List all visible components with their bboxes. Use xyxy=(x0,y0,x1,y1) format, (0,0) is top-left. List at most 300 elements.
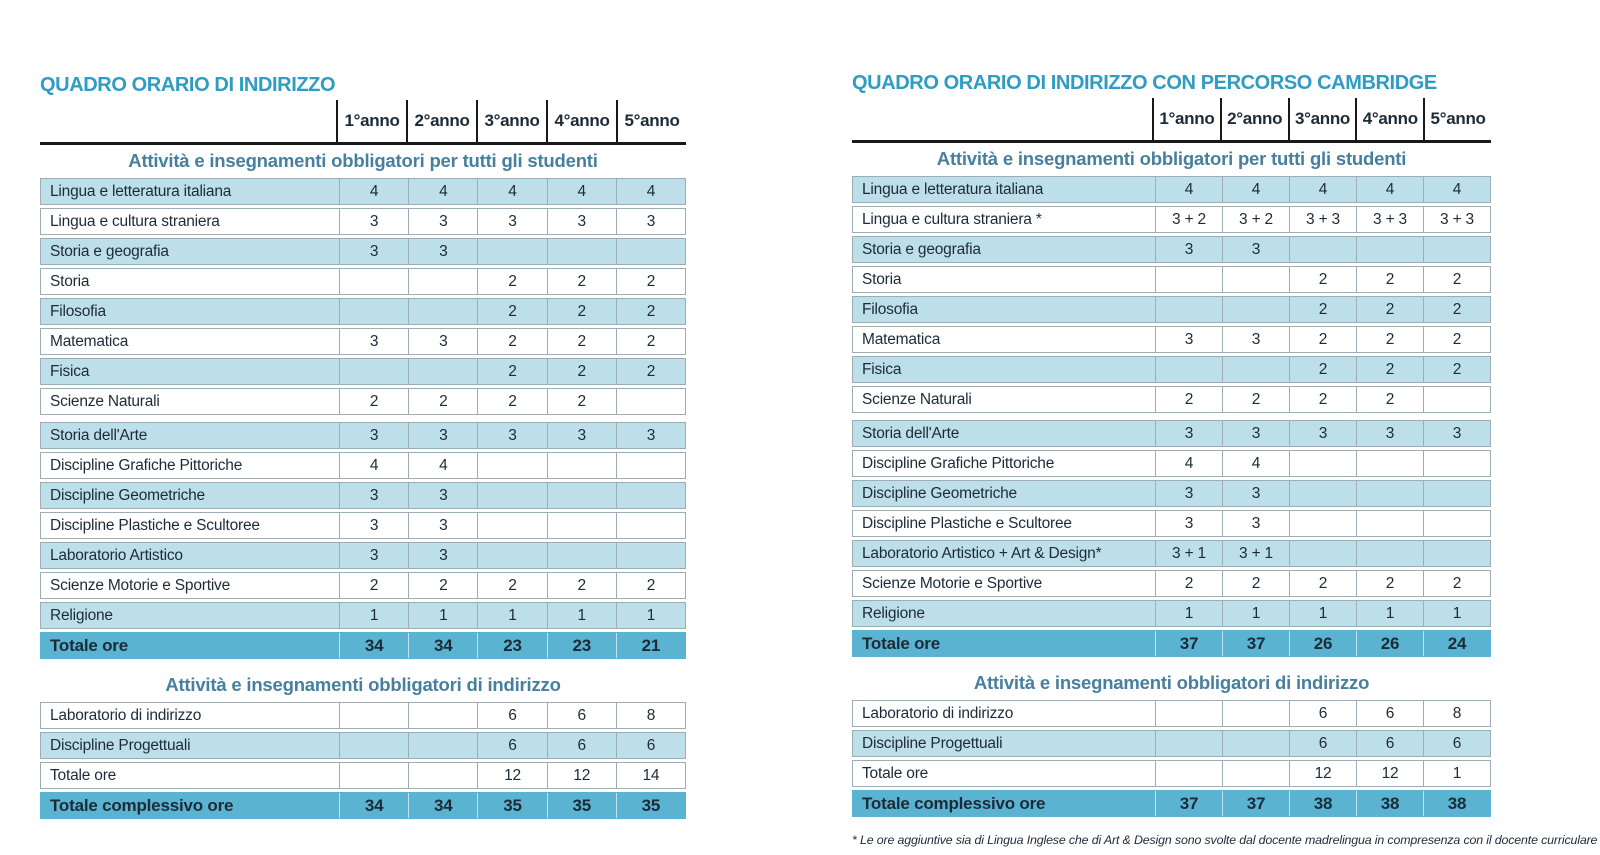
hours-value xyxy=(616,239,685,264)
hours-value: 2 xyxy=(547,359,616,384)
section-rows xyxy=(852,176,1491,657)
subject-label: Totale ore xyxy=(862,764,929,782)
hours-value: 2 xyxy=(1423,571,1490,596)
hours-value: 2 xyxy=(616,573,685,598)
hours-value xyxy=(477,513,546,538)
table-row xyxy=(40,298,686,325)
year-column-header: 3°anno xyxy=(1288,98,1356,140)
hours-value: 38 xyxy=(1289,791,1356,816)
hours-value: 1 xyxy=(616,603,685,628)
table-row xyxy=(40,358,686,385)
subject-label: Discipline Grafiche Pittoriche xyxy=(50,456,243,474)
subject-label: Matematica xyxy=(50,332,129,350)
table-row xyxy=(40,178,686,205)
hours-value: 1 xyxy=(477,603,546,628)
hours-value: 3 xyxy=(339,209,408,234)
table-row xyxy=(852,700,1491,727)
hours-value: 2 xyxy=(547,299,616,324)
hours-value: 3 xyxy=(1155,237,1222,262)
hours-value: 8 xyxy=(616,703,685,728)
hours-value: 6 xyxy=(1289,701,1356,726)
subject-label: Fisica xyxy=(862,360,902,378)
hours-value: 3 xyxy=(1222,237,1289,262)
hours-value: 2 xyxy=(616,359,685,384)
table-row xyxy=(40,602,686,629)
hours-value xyxy=(1356,451,1423,476)
hours-value: 2 xyxy=(1423,267,1490,292)
hours-value xyxy=(616,453,685,478)
subject-label: Laboratorio Artistico + Art & Design* xyxy=(862,544,1102,562)
year-header-row xyxy=(852,98,1491,140)
hours-value: 2 xyxy=(1222,387,1289,412)
hours-value: 14 xyxy=(616,763,685,788)
hours-value: 4 xyxy=(408,453,477,478)
table-row xyxy=(40,792,686,819)
hours-value: 2 xyxy=(616,299,685,324)
hours-value: 3 + 3 xyxy=(1289,207,1356,232)
hours-value xyxy=(1222,761,1289,786)
hours-value xyxy=(1423,451,1490,476)
hours-value: 2 xyxy=(1289,327,1356,352)
hours-value: 3 xyxy=(339,423,408,448)
hours-value xyxy=(477,543,546,568)
hours-value: 3 xyxy=(408,483,477,508)
hours-value: 2 xyxy=(1423,327,1490,352)
hours-value: 2 xyxy=(1155,571,1222,596)
hours-value: 4 xyxy=(1356,177,1423,202)
subject-label: Totale ore xyxy=(50,635,128,655)
hours-value: 3 xyxy=(477,209,546,234)
hours-value xyxy=(1423,237,1490,262)
hours-value: 3 xyxy=(616,423,685,448)
hours-value xyxy=(1222,701,1289,726)
table-row xyxy=(40,482,686,509)
hours-value xyxy=(547,543,616,568)
subject-label: Storia dell'Arte xyxy=(50,426,148,444)
hours-value: 2 xyxy=(339,389,408,414)
section-rows xyxy=(40,702,686,819)
hours-value: 2 xyxy=(1356,571,1423,596)
hours-value: 3 + 1 xyxy=(1155,541,1222,566)
table-row xyxy=(852,326,1491,353)
subject-label: Filosofia xyxy=(862,300,918,318)
hours-value: 37 xyxy=(1155,631,1222,656)
timetable-cambridge xyxy=(852,72,1598,847)
year-column-header: 2°anno xyxy=(1220,98,1288,140)
hours-value: 4 xyxy=(1222,177,1289,202)
hours-value xyxy=(616,543,685,568)
hours-value: 2 xyxy=(1356,387,1423,412)
hours-value: 6 xyxy=(477,703,546,728)
hours-value: 3 xyxy=(339,239,408,264)
hours-value: 4 xyxy=(408,179,477,204)
subject-label: Storia xyxy=(862,270,902,288)
subject-label: Scienze Naturali xyxy=(50,392,160,410)
hours-value xyxy=(616,513,685,538)
hours-value: 38 xyxy=(1356,791,1423,816)
hours-value: 3 xyxy=(1222,327,1289,352)
hours-value: 8 xyxy=(1423,701,1490,726)
table-row xyxy=(40,572,686,599)
hours-value xyxy=(1423,511,1490,536)
subject-label: Lingua e cultura straniera xyxy=(50,212,220,230)
subject-label: Storia dell'Arte xyxy=(862,424,960,442)
hours-value xyxy=(1155,761,1222,786)
hours-value xyxy=(616,389,685,414)
table-row xyxy=(852,730,1491,757)
year-header-spacer xyxy=(40,100,336,142)
table-row xyxy=(852,760,1491,787)
hours-value: 2 xyxy=(339,573,408,598)
hours-value: 1 xyxy=(1423,601,1490,626)
hours-value: 3 xyxy=(1423,421,1490,446)
hours-value: 2 xyxy=(477,269,546,294)
subject-label: Religione xyxy=(862,604,925,622)
hours-value xyxy=(1155,267,1222,292)
hours-value xyxy=(1289,481,1356,506)
subject-label: Totale complessivo ore xyxy=(862,793,1046,813)
hours-value: 3 xyxy=(1155,421,1222,446)
hours-value: 6 xyxy=(1289,731,1356,756)
hours-value xyxy=(339,359,408,384)
hours-value xyxy=(1155,731,1222,756)
table-row xyxy=(852,790,1491,817)
hours-value: 3 xyxy=(1222,421,1289,446)
hours-value: 2 xyxy=(1356,267,1423,292)
hours-value: 2 xyxy=(1289,297,1356,322)
hours-value: 26 xyxy=(1356,631,1423,656)
hours-value: 3 xyxy=(1289,421,1356,446)
table-row xyxy=(40,732,686,759)
hours-value xyxy=(547,239,616,264)
hours-value xyxy=(1289,451,1356,476)
hours-value: 38 xyxy=(1423,791,1490,816)
subject-label: Discipline Progettuali xyxy=(862,734,1003,752)
hours-value: 37 xyxy=(1222,791,1289,816)
hours-value: 2 xyxy=(1356,297,1423,322)
hours-value xyxy=(1222,731,1289,756)
hours-value: 4 xyxy=(1222,451,1289,476)
hours-value: 2 xyxy=(1155,387,1222,412)
hours-value: 3 xyxy=(339,513,408,538)
table-row xyxy=(40,512,686,539)
hours-value: 37 xyxy=(1222,631,1289,656)
year-column-header: 4°anno xyxy=(546,100,616,142)
hours-value: 3 xyxy=(616,209,685,234)
subject-label: Storia e geografia xyxy=(50,242,169,260)
hours-value xyxy=(477,239,546,264)
table-row xyxy=(852,206,1491,233)
subject-label: Scienze Naturali xyxy=(862,390,972,408)
hours-value: 4 xyxy=(547,179,616,204)
year-column-header: 3°anno xyxy=(476,100,546,142)
hours-value: 12 xyxy=(477,763,546,788)
hours-value: 3 xyxy=(408,239,477,264)
subject-label: Storia xyxy=(50,272,90,290)
hours-value: 4 xyxy=(1423,177,1490,202)
hours-value: 3 xyxy=(408,543,477,568)
hours-value: 3 xyxy=(408,513,477,538)
subject-label: Totale ore xyxy=(50,766,117,784)
table-title: QUADRO ORARIO DI INDIRIZZO xyxy=(40,74,336,96)
hours-value: 1 xyxy=(547,603,616,628)
hours-value: 4 xyxy=(339,453,408,478)
subject-label: Religione xyxy=(50,606,113,624)
hours-value: 3 + 1 xyxy=(1222,541,1289,566)
subject-label: Lingua e letteratura italiana xyxy=(50,182,232,200)
hours-value xyxy=(1289,237,1356,262)
hours-value xyxy=(547,483,616,508)
hours-value: 2 xyxy=(547,389,616,414)
subject-label: Lingua e cultura straniera * xyxy=(862,210,1042,228)
hours-value: 2 xyxy=(408,573,477,598)
hours-value: 6 xyxy=(1423,731,1490,756)
year-column-header: 5°anno xyxy=(1423,98,1491,140)
table-row xyxy=(40,388,686,415)
hours-value: 3 xyxy=(1155,327,1222,352)
hours-value: 2 xyxy=(1289,571,1356,596)
section-header: Attività e insegnamenti obbligatori per tutti gli studenti xyxy=(128,150,598,171)
hours-value: 3 xyxy=(408,329,477,354)
hours-value xyxy=(1289,511,1356,536)
hours-value xyxy=(477,483,546,508)
hours-value xyxy=(408,733,477,758)
table-row xyxy=(852,630,1491,657)
hours-value: 35 xyxy=(616,793,685,818)
hours-value: 1 xyxy=(1289,601,1356,626)
hours-value: 3 xyxy=(339,483,408,508)
hours-value: 1 xyxy=(1155,601,1222,626)
hours-value xyxy=(339,763,408,788)
section-rows xyxy=(40,178,686,659)
hours-value xyxy=(1222,267,1289,292)
hours-value: 1 xyxy=(408,603,477,628)
hours-value xyxy=(1155,357,1222,382)
hours-value: 3 xyxy=(477,423,546,448)
table-row xyxy=(852,296,1491,323)
table-row xyxy=(852,480,1491,507)
subject-label: Filosofia xyxy=(50,302,106,320)
hours-value xyxy=(1423,541,1490,566)
hours-value: 12 xyxy=(1356,761,1423,786)
hours-value: 6 xyxy=(477,733,546,758)
hours-value xyxy=(1155,701,1222,726)
hours-value xyxy=(547,513,616,538)
hours-value: 34 xyxy=(408,793,477,818)
table-row xyxy=(40,762,686,789)
hours-value: 3 xyxy=(408,209,477,234)
hours-value: 3 + 3 xyxy=(1423,207,1490,232)
subject-label: Laboratorio di indirizzo xyxy=(862,704,1014,722)
hours-value: 2 xyxy=(547,269,616,294)
table-row xyxy=(852,386,1491,413)
hours-value: 2 xyxy=(477,329,546,354)
table-row xyxy=(852,236,1491,263)
hours-value: 3 xyxy=(1356,421,1423,446)
hours-value xyxy=(1423,387,1490,412)
hours-value: 2 xyxy=(1423,357,1490,382)
hours-value: 2 xyxy=(477,389,546,414)
hours-value: 12 xyxy=(547,763,616,788)
hours-value: 24 xyxy=(1423,631,1490,656)
hours-value: 23 xyxy=(477,633,546,658)
table-row xyxy=(852,510,1491,537)
hours-value xyxy=(408,703,477,728)
subject-label: Lingua e letteratura italiana xyxy=(862,180,1044,198)
hours-value xyxy=(408,763,477,788)
hours-value: 2 xyxy=(1356,357,1423,382)
hours-value xyxy=(408,299,477,324)
subject-label: Laboratorio di indirizzo xyxy=(50,706,202,724)
hours-value: 3 xyxy=(547,209,616,234)
hours-value: 34 xyxy=(339,633,408,658)
hours-value: 2 xyxy=(1222,571,1289,596)
year-column-header: 1°anno xyxy=(336,100,406,142)
section-rows xyxy=(852,700,1491,817)
subject-label: Totale complessivo ore xyxy=(50,795,234,815)
year-column-header: 2°anno xyxy=(406,100,476,142)
hours-value: 2 xyxy=(1289,357,1356,382)
table-row xyxy=(852,356,1491,383)
hours-value: 34 xyxy=(339,793,408,818)
hours-value: 4 xyxy=(339,179,408,204)
hours-value: 2 xyxy=(477,359,546,384)
subject-label: Discipline Progettuali xyxy=(50,736,191,754)
hours-value: 3 + 2 xyxy=(1155,207,1222,232)
table-row xyxy=(852,176,1491,203)
subject-label: Discipline Plastiche e Scultoree xyxy=(862,514,1072,532)
subject-label: Laboratorio Artistico xyxy=(50,546,183,564)
hours-value: 3 xyxy=(1155,481,1222,506)
hours-value: 3 + 2 xyxy=(1222,207,1289,232)
hours-value: 6 xyxy=(1356,701,1423,726)
hours-value: 3 xyxy=(408,423,477,448)
hours-value xyxy=(339,299,408,324)
subject-label: Totale ore xyxy=(862,633,940,653)
section-header: Attività e insegnamenti obbligatori di indirizzo xyxy=(973,672,1370,693)
subject-label: Scienze Motorie e Sportive xyxy=(862,574,1043,592)
hours-value: 3 xyxy=(1155,511,1222,536)
table-row xyxy=(40,328,686,355)
hours-value: 34 xyxy=(408,633,477,658)
table-row xyxy=(852,420,1491,447)
hours-value: 3 xyxy=(339,543,408,568)
hours-value: 6 xyxy=(547,733,616,758)
hours-value: 2 xyxy=(477,573,546,598)
hours-value: 6 xyxy=(1356,731,1423,756)
subject-label: Scienze Motorie e Sportive xyxy=(50,576,231,594)
hours-value: 2 xyxy=(477,299,546,324)
hours-value xyxy=(1222,357,1289,382)
hours-value: 2 xyxy=(1356,327,1423,352)
hours-value: 6 xyxy=(616,733,685,758)
section-header: Attività e insegnamenti obbligatori di indirizzo xyxy=(165,674,561,695)
year-column-header: 5°anno xyxy=(616,100,686,142)
hours-value: 3 + 3 xyxy=(1356,207,1423,232)
year-column-header: 1°anno xyxy=(1152,98,1220,140)
hours-value: 3 xyxy=(339,329,408,354)
table-row xyxy=(40,268,686,295)
hours-value: 2 xyxy=(547,329,616,354)
hours-value: 12 xyxy=(1289,761,1356,786)
hours-value xyxy=(1356,237,1423,262)
table-row xyxy=(40,632,686,659)
table-title: QUADRO ORARIO DI INDIRIZZO CON PERCORSO CAMBRIDGE xyxy=(852,72,1437,94)
footnote: * Le ore aggiuntive sia di Lingua Inglese che di Art & Design sono svolte dal docente madrelingua in compresenza con il docente curriculare xyxy=(852,833,1598,847)
hours-value: 6 xyxy=(547,703,616,728)
table-row xyxy=(40,238,686,265)
hours-value: 1 xyxy=(339,603,408,628)
subject-label: Discipline Plastiche e Scultoree xyxy=(50,516,260,534)
hours-value: 1 xyxy=(1356,601,1423,626)
subject-label: Storia e geografia xyxy=(862,240,981,258)
hours-value: 4 xyxy=(477,179,546,204)
hours-value: 4 xyxy=(616,179,685,204)
hours-value xyxy=(408,359,477,384)
subject-label: Discipline Geometriche xyxy=(862,484,1017,502)
hours-value: 3 xyxy=(547,423,616,448)
table-row xyxy=(852,266,1491,293)
hours-value: 26 xyxy=(1289,631,1356,656)
table-row xyxy=(40,452,686,479)
timetable-standard xyxy=(40,74,686,822)
hours-value xyxy=(477,453,546,478)
hours-value: 35 xyxy=(477,793,546,818)
subject-label: Discipline Geometriche xyxy=(50,486,205,504)
table-row xyxy=(40,542,686,569)
hours-value xyxy=(1155,297,1222,322)
subject-label: Discipline Grafiche Pittoriche xyxy=(862,454,1055,472)
table-row xyxy=(40,702,686,729)
year-header-spacer xyxy=(852,98,1152,140)
table-row xyxy=(852,570,1491,597)
hours-value: 3 xyxy=(1222,481,1289,506)
hours-value xyxy=(1222,297,1289,322)
hours-value: 1 xyxy=(1423,761,1490,786)
hours-value: 2 xyxy=(1289,387,1356,412)
hours-value: 4 xyxy=(1155,177,1222,202)
hours-value: 2 xyxy=(547,573,616,598)
table-row xyxy=(40,422,686,449)
table-row xyxy=(40,208,686,235)
hours-value: 37 xyxy=(1155,791,1222,816)
hours-value: 4 xyxy=(1155,451,1222,476)
hours-value: 21 xyxy=(616,633,685,658)
hours-value: 2 xyxy=(616,269,685,294)
hours-value: 2 xyxy=(1423,297,1490,322)
hours-value xyxy=(408,269,477,294)
year-header-row xyxy=(40,100,686,142)
hours-value: 4 xyxy=(1289,177,1356,202)
hours-value xyxy=(1356,481,1423,506)
section-header: Attività e insegnamenti obbligatori per tutti gli studenti xyxy=(936,148,1407,169)
table-row xyxy=(852,450,1491,477)
hours-value: 23 xyxy=(547,633,616,658)
hours-value xyxy=(1356,511,1423,536)
table-row xyxy=(852,600,1491,627)
hours-value: 2 xyxy=(616,329,685,354)
hours-value xyxy=(339,703,408,728)
subject-label: Fisica xyxy=(50,362,90,380)
hours-value: 2 xyxy=(1289,267,1356,292)
hours-value: 2 xyxy=(408,389,477,414)
subject-label: Matematica xyxy=(862,330,941,348)
hours-value: 3 xyxy=(1222,511,1289,536)
hours-value xyxy=(1356,541,1423,566)
hours-value xyxy=(339,269,408,294)
hours-value xyxy=(1423,481,1490,506)
hours-value xyxy=(547,453,616,478)
